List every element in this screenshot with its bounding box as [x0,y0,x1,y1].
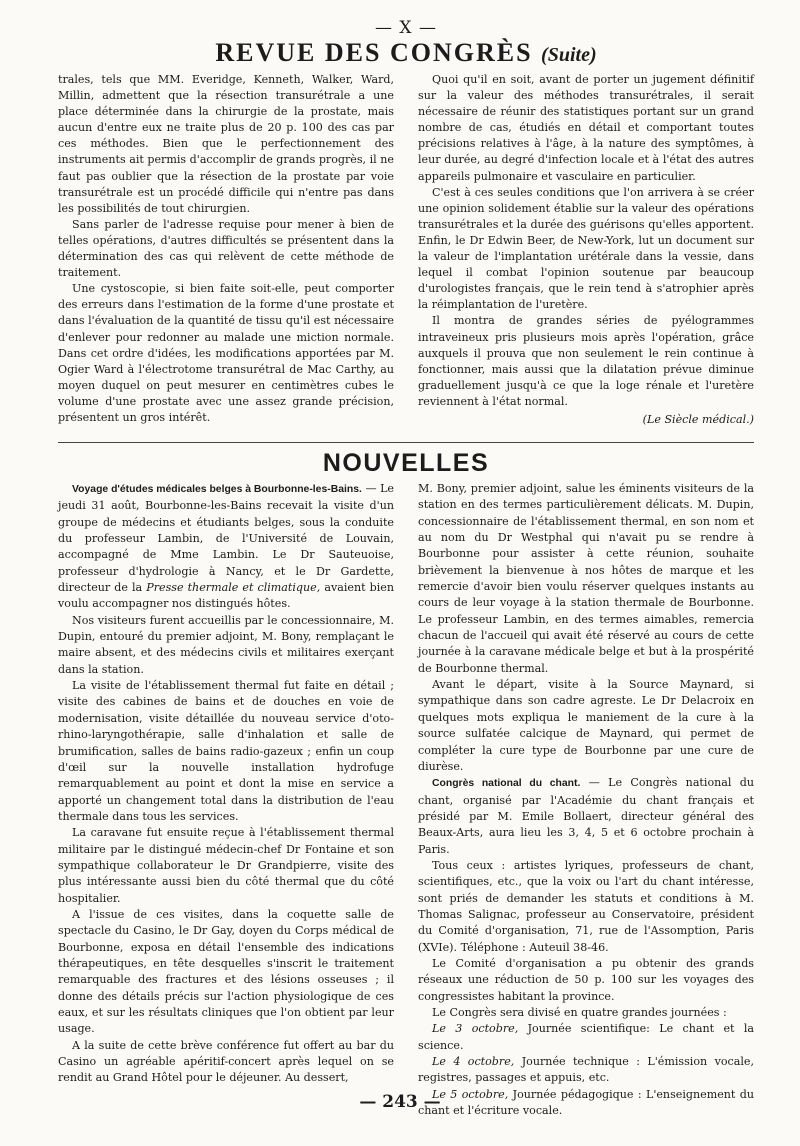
paragraph: Une cystoscopie, si bien faite soit-elle, peut comporter des erreurs dans l'estimation de la forme d'une prostate et dans l'évaluation de la quantité de tissu qu'il est nécessaire d'enlever pour redonner au malade une miction normale. Dans cet ordre d'idées, les modifications apportées par M. Ogier Ward à l'électrotome transurétral de Mac Carthy, au moyen duquel on peut mesurer en centimètres cubes le volume d'une prostate avec une assez grande précision, présentent un gros intérêt. [58,282,394,424]
paragraph: Sans parler de l'adresse requise pour mener à bien de telles opérations, d'autres difficultés se présentent dans la détermination des cas qui relèvent de cette méthode de traitement. [58,217,394,280]
journal-title: Presse thermale et climatique, [146,581,321,595]
paragraph [58,481,394,613]
day-date: Le 5 octobre, [432,1087,509,1101]
paragraph: Quoi qu'il en soit, avant de porter un jugement définitif sur la valeur des méthodes transurétrales, il serait nécessaire de réunir des statistiques portant sur un grand nombre de cas, étudiés en détail et comportant toutes précisions relatives à l'âge, à la nature des symptômes, à leur durée, au degré d'infection locale et à l'état des autres appareils pulmonaire et vasculaire en particulier. [418,73,754,183]
paragraph: Le Comité d'organisation a pu obtenir des grands réseaux une réduction de 50 p. 100 sur les voyages des congressistes habitant la province. [418,956,754,1003]
paragraph: Le Congrès sera divisé en quatre grandes journées : [432,1006,727,1019]
voyage-heading: Voyage d'études médicales belges à Bourbonne-les-Bains. [72,484,362,495]
paragraph: Tous ceux : artistes lyriques, professeurs de chant, scientifiques, etc., que la voix ou l'art du chant intéresse, sont priés de demander les statuts et conditions à M. Thomas Salignac, professeur au Conservatoire, président du Comité d'organisation, 71, rue de l'Assomption, Paris (XVIe). Téléphone : Auteuil 38-46. [418,858,754,954]
section-title-text: REVUE DES CONGRÈS [215,38,533,67]
source-citation: (Le Siècle médical.) [642,412,754,426]
nouvelles-left-column [58,481,394,1091]
voyage-text-end: avaient bien voulu accompagner nos distingués hôtes. [58,581,394,611]
day-item [418,1054,754,1087]
paragraph: La caravane fut ensuite reçue à l'établissement thermal militaire par le distingué médecin-chef Dr Fontaine et son sympathique collaborateur le Dr Grandpierre, visite des plus intéressante aussi bien du côté thermal que du côté hospitalier. [58,826,394,905]
voyage-text: — Le jeudi 31 août, Bourbonne-les-Bains recevait la visite d'un groupe de médecins et étudiants belges, sous la conduite du professeur Lambin, de l'Université de Louvain, accompagné de Mme Lambin. Le Dr Sauteuoise, professeur d'hydrologie à Nancy, et le Dr Gardette, directeur de la [58,482,394,595]
chant-heading: Congrès national du chant. [432,778,581,790]
nouvelles-right-column [418,481,755,1118]
day-text: Journée scientifique: Le chant et la science. [418,1022,754,1052]
revue-right-column [418,72,754,434]
paragraph: C'est à ces seules conditions que l'on arrivera à se créer une opinion solidement établie sur la valeur des opérations transurétrales et la durée des guérisons qu'elles apportent. Enfin, le Dr Edwin Beer, de New-York, lut un document sur la valeur de l'implantation urétérale dans la vessie, dans lequel il combat l'opinion soutenue par beaucoup d'urologistes français, que le rein tend à s'atrophier après la réimplantation de l'uretère. [418,185,754,312]
day-date: Le 4 octobre, [432,1055,515,1069]
paragraph [418,775,754,858]
paragraph: M. Bony, premier adjoint, salue les éminents visiteurs de la station en des termes particulièrement délicats. M. Dupin, concessionnaire de l'établissement thermal, en son nom et au nom du Dr Westphal qui n'avait pu se rendre à Bourbonne pour assister à cette réunion, souhaite brièvement la bienvenue à nos hôtes de marque et les remercie d'avoir bien voulu réserver quelques instants au cours de leur voyage à la station thermale de Bourbonne. Le professeur Lambin, en des termes aimables, remercia chacun de l'accueil qui avait été réservé au cours de cette journée à la caravane médicale belge et but à la prospérité de Bourbonne thermal. [418,482,754,675]
section-divider [58,442,754,443]
section-title [58,40,754,66]
paragraph: La visite de l'établissement thermal fut faite en détail ; visite des cabines de bains et de douches en voie de modernisation, visite détaillée du nouveau service d'oto-rhino-laryngothérapie, salle d'inhalation et salle de brumification, salles de bains radio-gazeux ; enfin un coup d'œil sur la nouvelle installation hydrofuge remarquablement au point et dont la mise en service a apporté un changement total dans la distribution de l'eau thermale dans tous les services. [58,679,394,823]
paragraph: trales, tels que MM. Everidge, Kenneth, Walker, Ward, Millin, admettent que la résection transurétrale a une place déterminée dans la chirurgie de la prostate, mais aucun d'entre eux ne traite plus de 20 p. 100 des cas par ces méthodes. Bien que le perfectionnement des instruments ait permis d'accomplir de grands progrès, il ne faut pas oublier que la résection de la prostate par voie transurétrale est un procédé difficile qui n'entre pas dans les possibilités de tout chirurgien. [58,73,394,215]
revue-left-column [58,72,394,434]
day-date: Le 3 octobre, [432,1022,519,1036]
day-text: Journée technique : L'émission vocale, registres, passages et appuis, etc. [418,1055,754,1085]
day-text: Journée pédagogique : L'enseignement du chant et l'écriture vocale. [418,1087,755,1118]
revue-columns [58,72,754,434]
nouvelles-title: NOUVELLES [322,449,490,477]
day-item [418,1021,754,1054]
section-title-suite: (Suite) [541,44,597,66]
roman-page-number: — X — [375,18,437,38]
paragraph: Nos visiteurs furent accueillis par le concessionnaire, M. Dupin, entouré du premier adjoint, M. Bony, remplaçant le maire absent, et des médecins civils et militaires exerçant dans la station. [58,613,394,676]
chant-text: — Le Congrès national du chant, organisé par l'Académie du chant français et présidé par M. Emile Bollaert, directeur général des Beaux-Arts, aura lieu les 3, 4, 5 et 6 octobre prochain à Paris. [418,776,755,856]
paragraph: Avant le départ, visite à la Source Maynard, si sympathique dans son cadre agreste. Le Dr Delacroix en quelques mots expliqua le maniement de la cure à la source sulfatée calcique de Maynard, qui permet de compléter la cure type de Bourbonne par une cure de diurèse. [418,678,754,773]
paragraph: A l'issue de ces visites, dans la coquette salle de spectacle du Casino, le Dr Gay, doyen du Corps médical de Bourbonne, exposa en détail l'ensemble des indications thérapeutiques, en tête desquelles s'inscrit le traitement remarquable des fractures et des lésions osseuses ; il donne des détails précis sur l'action physiologique de ces eaux, et sur les résultats cliniques que l'on obtient par leur usage. [58,907,394,1036]
paragraph: A la suite de cette brève conférence fut offert au bar du Casino un agréable apéritif-concert après lequel on se rendit au Grand Hôtel pour le déjeuner. Au dessert, [58,1038,394,1085]
paragraph: Il montra de grandes séries de pyélogrammes intraveineux pris plusieurs mois après l'opération, grâce auxquels il prouva que non seulement le rein continue à fonctionner, mais aussi que la dilatation prévue diminue graduellement jusqu'à ce que la loge rénale et l'uretère reviennent à l'état normal. [418,314,754,408]
page-number: — 243 — [359,1092,441,1112]
